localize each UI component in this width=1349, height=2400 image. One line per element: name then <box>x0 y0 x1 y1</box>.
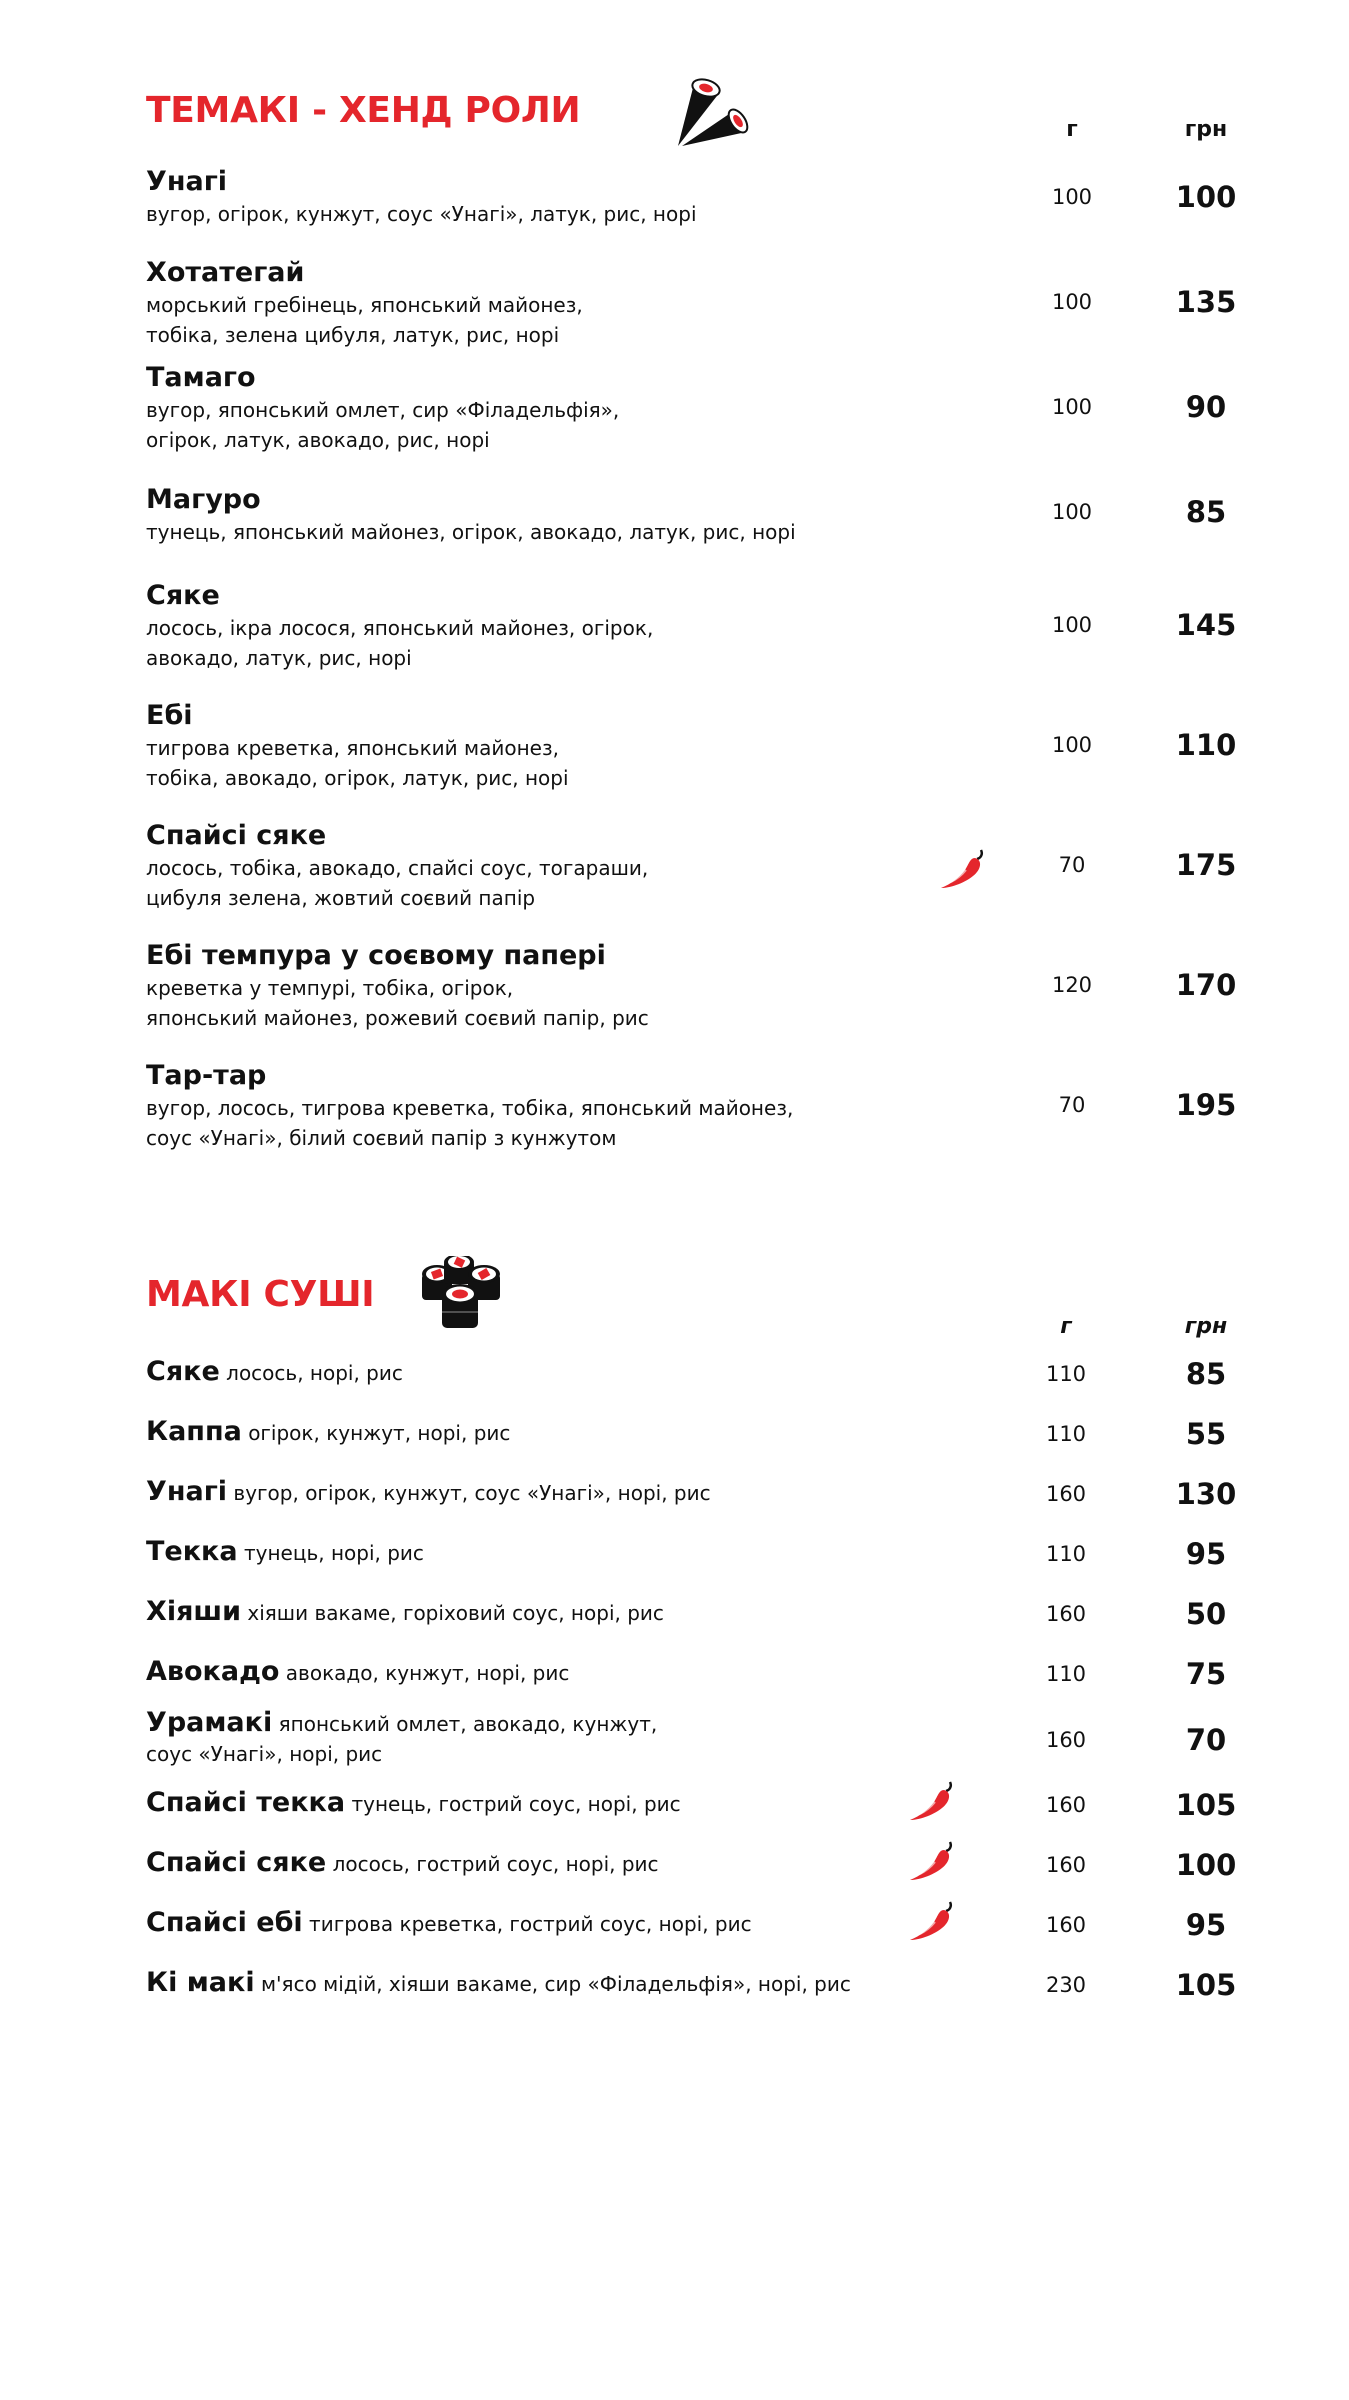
item-description: морський гребінець, японський майонез, <box>146 293 583 317</box>
item-price: 95 <box>1185 1537 1227 1571</box>
chili-pepper-icon <box>906 1778 958 1824</box>
item-description: м'ясо мідій, хіяши вакаме, сир «Філадельфія», норі, рис <box>260 1972 851 1996</box>
item-price: 175 <box>1175 848 1237 882</box>
item-weight: 160 <box>1045 1728 1087 1752</box>
item-name: Унагі <box>146 1476 228 1507</box>
item-price: 100 <box>1175 180 1237 214</box>
item-description: тунець, японський майонез, огірок, авокадо, латук, рис, норі <box>146 520 796 544</box>
item-price: 100 <box>1175 1848 1237 1882</box>
item-description: тунець, гострий соус, норі, рис <box>351 1792 681 1816</box>
item-description: японський омлет, авокадо, кунжут, <box>278 1712 658 1736</box>
item-description-line2: огірок, латук, авокадо, рис, норі <box>146 428 490 452</box>
item-description-line2: тобіка, авокадо, огірок, латук, рис, норі <box>146 766 569 790</box>
column-header-weight: г <box>1066 117 1078 142</box>
item-price: 85 <box>1185 495 1227 529</box>
item-description: креветка у темпурі, тобіка, огірок, <box>146 976 514 1000</box>
item-weight: 160 <box>1045 1482 1087 1506</box>
chili-pepper-icon <box>937 846 989 892</box>
item-price: 105 <box>1175 1788 1237 1822</box>
item-name: Ебі темпура у соєвому папері <box>146 940 606 971</box>
item-name: Спайсі текка <box>146 1787 346 1818</box>
item-price: 85 <box>1185 1357 1227 1391</box>
item-price: 110 <box>1175 728 1237 762</box>
item-description-line2: тобіка, зелена цибуля, латук, рис, норі <box>146 323 560 347</box>
item-weight: 110 <box>1045 1422 1087 1446</box>
item-price: 145 <box>1175 608 1237 642</box>
item-name: Авокадо <box>146 1656 280 1687</box>
item-weight: 160 <box>1045 1793 1087 1817</box>
item-description: лосось, норі, рис <box>226 1361 403 1385</box>
item-price: 195 <box>1175 1088 1237 1122</box>
item-description: лосось, ікра лосося, японський майонез, огірок, <box>146 616 654 640</box>
item-name: Кі макі <box>146 1967 255 1998</box>
item-weight: 160 <box>1045 1913 1087 1937</box>
item-name: Тамаго <box>146 362 256 393</box>
section-title-maki: МАКІ СУШІ <box>146 1274 375 1315</box>
item-price: 70 <box>1185 1723 1227 1757</box>
item-price: 55 <box>1185 1417 1227 1451</box>
item-description-line2: авокадо, латук, рис, норі <box>146 646 412 670</box>
temaki-hand-roll-icon <box>672 74 754 148</box>
column-header-price: грн <box>1184 117 1228 142</box>
item-weight: 230 <box>1045 1973 1087 1997</box>
item-name: Урамакі <box>146 1707 273 1738</box>
item-description: тигрова креветка, гострий соус, норі, рис <box>309 1912 752 1936</box>
item-description: вугор, лосось, тигрова креветка, тобіка, японський майонез, <box>146 1096 794 1120</box>
item-name: Ебі <box>146 700 193 731</box>
item-name: Каппа <box>146 1416 242 1447</box>
item-weight: 160 <box>1045 1853 1087 1877</box>
item-price: 90 <box>1185 390 1227 424</box>
item-name: Спайсі сяке <box>146 820 327 851</box>
item-weight: 100 <box>1051 395 1093 419</box>
item-description: лосось, тобіка, авокадо, спайсі соус, тогараши, <box>146 856 649 880</box>
item-name: Спайсі сяке <box>146 1847 327 1878</box>
item-price: 130 <box>1175 1477 1237 1511</box>
item-weight: 100 <box>1051 500 1093 524</box>
item-description-line2: соус «Унагі», норі, рис <box>146 1742 383 1766</box>
item-description: авокадо, кунжут, норі, рис <box>285 1661 570 1685</box>
chili-pepper-icon <box>906 1838 958 1884</box>
item-weight: 100 <box>1051 185 1093 209</box>
item-description: хіяши вакаме, горіховий соус, норі, рис <box>247 1601 664 1625</box>
item-weight: 100 <box>1051 290 1093 314</box>
chili-pepper-icon <box>906 1898 958 1944</box>
section-title-temaki: ТЕМАКІ - ХЕНД РОЛИ <box>146 90 581 131</box>
item-weight: 100 <box>1051 613 1093 637</box>
item-weight: 160 <box>1045 1602 1087 1626</box>
item-description: тунець, норі, рис <box>243 1541 424 1565</box>
item-weight: 110 <box>1045 1542 1087 1566</box>
maki-rolls-icon <box>418 1256 504 1332</box>
item-description: огірок, кунжут, норі, рис <box>248 1421 511 1445</box>
item-name: Тар-тар <box>146 1060 267 1091</box>
item-weight: 70 <box>1058 853 1086 877</box>
item-price: 50 <box>1185 1597 1227 1631</box>
item-description-line2: соус «Унагі», білий соєвий папір з кунжутом <box>146 1126 617 1150</box>
item-price: 105 <box>1175 1968 1237 2002</box>
item-weight: 110 <box>1045 1662 1087 1686</box>
item-description: вугор, огірок, кунжут, соус «Унагі», норі, рис <box>233 1481 711 1505</box>
item-description: вугор, японський омлет, сир «Філадельфія», <box>146 398 620 422</box>
item-price: 75 <box>1185 1657 1227 1691</box>
item-weight: 120 <box>1051 973 1093 997</box>
item-description: вугор, огірок, кунжут, соус «Унагі», латук, рис, норі <box>146 202 697 226</box>
item-name: Сяке <box>146 580 220 611</box>
item-price: 170 <box>1175 968 1237 1002</box>
item-weight: 110 <box>1045 1362 1087 1386</box>
item-price: 135 <box>1175 285 1237 319</box>
item-name: Хотатегай <box>146 257 305 288</box>
item-name: Унагі <box>146 166 228 197</box>
item-description: тигрова креветка, японський майонез, <box>146 736 559 760</box>
item-description: лосось, гострий соус, норі, рис <box>332 1852 659 1876</box>
item-name: Текка <box>146 1536 238 1567</box>
item-description-line2: цибуля зелена, жовтий соєвий папір <box>146 886 536 910</box>
item-weight: 70 <box>1058 1093 1086 1117</box>
item-name: Спайсі ебі <box>146 1907 303 1938</box>
item-price: 95 <box>1185 1908 1227 1942</box>
item-name: Магуро <box>146 484 261 515</box>
item-weight: 100 <box>1051 733 1093 757</box>
item-name: Сяке <box>146 1356 220 1387</box>
item-description-line2: японський майонез, рожевий соєвий папір, рис <box>146 1006 649 1030</box>
column-header-weight: г <box>1060 1314 1072 1339</box>
item-name: Хіяши <box>146 1596 242 1627</box>
column-header-price: грн <box>1184 1314 1228 1339</box>
